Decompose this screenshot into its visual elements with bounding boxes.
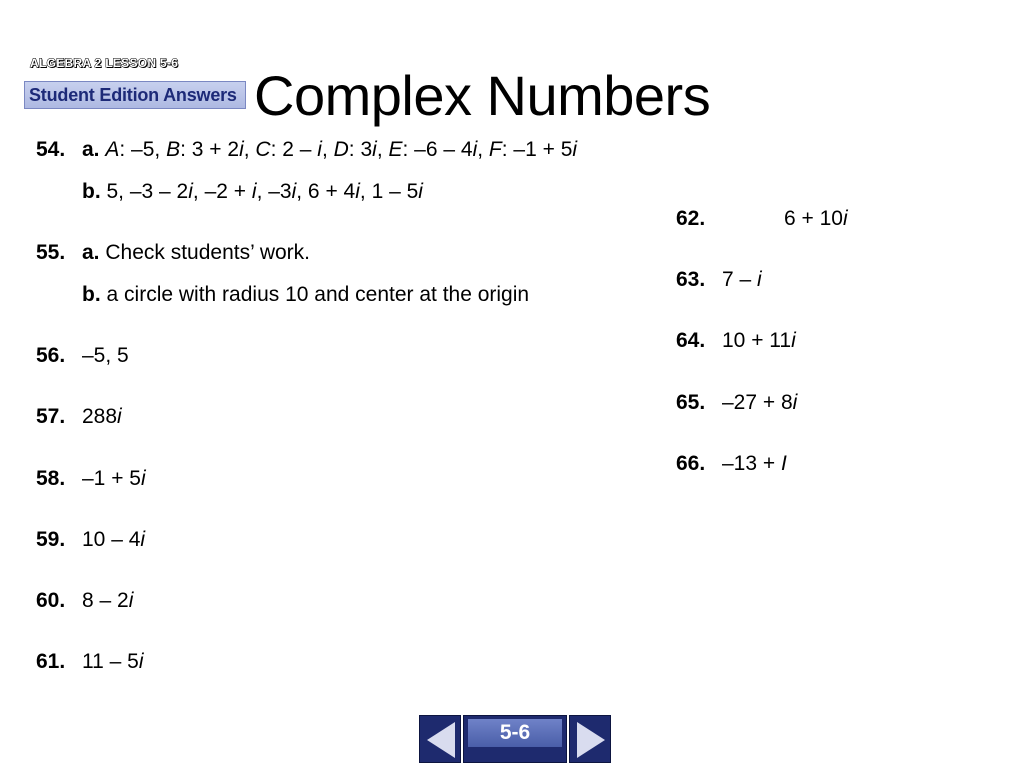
arrow-left-icon [427, 722, 455, 758]
problem-59: 59. 10 – 4i [36, 528, 146, 551]
problem-57: 57. 288i [36, 405, 122, 428]
arrow-right-icon [577, 722, 605, 758]
problem-number: 55. [36, 241, 66, 264]
problem-60: 60. 8 – 2i [36, 589, 134, 612]
lesson-button[interactable] [463, 715, 567, 763]
slide-navigation [419, 715, 611, 763]
part-label: a. [82, 241, 100, 264]
answer-55-a: Check students’ work. [105, 241, 310, 264]
problem-62: 62. 6 + 10i [676, 207, 848, 230]
problem-55-a [36, 240, 310, 266]
problem-54-a [36, 137, 577, 163]
problem-61: 61. 11 – 5i [36, 650, 144, 673]
page-title: Complex Numbers [254, 64, 711, 127]
answer-54-a: A: –5, B: 3 + 2i, C: 2 – i, D: 3i, E: –6 – 4i, F: –1 + 5i [105, 138, 578, 161]
answer-54-b: 5, –3 – 2i, –2 + i, –3i, 6 + 4i, 1 – 5i [100, 180, 423, 203]
problem-55-b [82, 282, 529, 308]
problem-65: 65. –27 + 8i [676, 391, 798, 414]
problem-63: 63. 7 – i [676, 268, 762, 291]
lesson-label: 5-6 [468, 719, 562, 747]
next-button[interactable] [569, 715, 611, 763]
part-label: a. [82, 138, 100, 161]
problem-54-b [82, 179, 423, 205]
answer-55-b: a circle with radius 10 and center at the origin [106, 283, 530, 306]
problem-66: 66. –13 + I [676, 452, 787, 475]
part-label: b. [82, 283, 101, 306]
problem-number: 54. [36, 138, 66, 161]
problem-56: 56. –5, 5 [36, 344, 129, 367]
lesson-label: ALGEBRA 2 LESSON 5-6 [30, 56, 179, 70]
problem-58: 58. –1 + 5i [36, 467, 146, 490]
part-label: b. [82, 180, 101, 203]
problem-64: 64. 10 + 11i [676, 329, 796, 352]
student-edition-answers-banner: Student Edition Answers [24, 81, 246, 109]
previous-button[interactable] [419, 715, 461, 763]
